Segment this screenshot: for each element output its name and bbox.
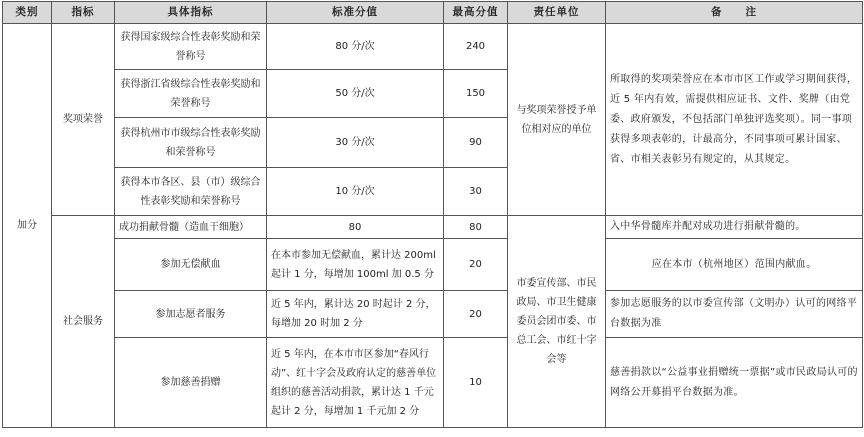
standard-cell: 近 5 年内，在本市市区参加“春风行动”、红十字会及政府认定的慈善单位组织的慈善活动捐款，累计达 1 千元起计 2 分，每增加 1 千元加 2 分: [267, 338, 444, 428]
category-cell: 加分: [3, 24, 52, 428]
standard-cell: 近 5 年内，累计达 20 时起计 2 分，每增加 20 时加 2 分: [267, 291, 444, 338]
standard-cell: 50 分/次: [267, 70, 444, 118]
header-max: 最高分值: [444, 2, 508, 24]
unit-social-service: 市委宣传部、市民政局、市卫生健康委员会团市委、市总工会、市红十字会等: [508, 216, 606, 428]
remark-cell: 应在本市（杭州地区）范围内献血。: [606, 239, 863, 291]
remark-cell: 参加志愿服务的以市委宣传部（文明办）认可的网络平台数据为准: [606, 291, 863, 338]
max-cell: 150: [444, 70, 508, 118]
header-indicator: 指标: [52, 2, 115, 24]
specific-cell: 成功捐献骨髓（造血干细胞）: [115, 216, 267, 239]
header-category: 类别: [3, 2, 52, 24]
table-row: [3, 338, 863, 428]
max-cell: 10: [444, 338, 508, 428]
header-specific: 具体指标: [115, 2, 267, 24]
specific-cell: 获得杭州市市级综合性表彰奖励和荣誉称号: [115, 118, 267, 168]
table-row: [3, 239, 863, 291]
remark-awards: 所取得的奖项荣誉应在本市市区工作或学习期间获得，近 5 年内有效，需提供相应证书、文件、奖牌（由党委、政府颁发，不包括部门单独评选奖项）。同一事项获得多项表彰的，计最高分，不同事项可累计国家、省、市相关表彰另有规定的，从其规定。: [606, 24, 863, 216]
table-row: [3, 24, 863, 70]
standard-cell: 30 分/次: [267, 118, 444, 168]
specific-cell: 参加无偿献血: [115, 239, 267, 291]
specific-cell: 获得国家级综合性表彰奖励和荣誉称号: [115, 24, 267, 70]
max-cell: 240: [444, 24, 508, 70]
standard-cell: 80: [267, 216, 444, 239]
max-cell: 20: [444, 239, 508, 291]
indicator-social-service: 社会服务: [52, 216, 115, 428]
max-cell: 20: [444, 291, 508, 338]
scoring-table: [2, 1, 863, 428]
header-row: [3, 2, 863, 24]
table-row: [3, 291, 863, 338]
header-unit: 责任单位: [508, 2, 606, 24]
standard-cell: 在本市参加无偿献血，累计达 200ml 起计 1 分，每增加 100ml 加 0.5 分: [267, 239, 444, 291]
standard-cell: 10 分/次: [267, 168, 444, 216]
remark-cell: 入中华骨髓库并配对成功进行捐献骨髓的。: [606, 216, 863, 239]
specific-cell: 获得本市各区、县（市）级综合性表彰奖励和荣誉称号: [115, 168, 267, 216]
remark-cell: 慈善捐款以“公益事业捐赠统一票据”或市民政局认可的网络公开募捐平台数据为准。: [606, 338, 863, 428]
specific-cell: 参加慈善捐赠: [115, 338, 267, 428]
max-cell: 30: [444, 168, 508, 216]
header-standard: 标准分值: [267, 2, 444, 24]
specific-cell: 参加志愿者服务: [115, 291, 267, 338]
unit-awards: 与奖项荣誉授予单位相对应的单位: [508, 24, 606, 216]
max-cell: 80: [444, 216, 508, 239]
max-cell: 90: [444, 118, 508, 168]
table-row: [3, 216, 863, 239]
standard-cell: 80 分/次: [267, 24, 444, 70]
indicator-awards: 奖项荣誉: [52, 24, 115, 216]
specific-cell: 获得浙江省级综合性表彰奖励和荣誉称号: [115, 70, 267, 118]
header-remark: 备 注: [606, 2, 863, 24]
